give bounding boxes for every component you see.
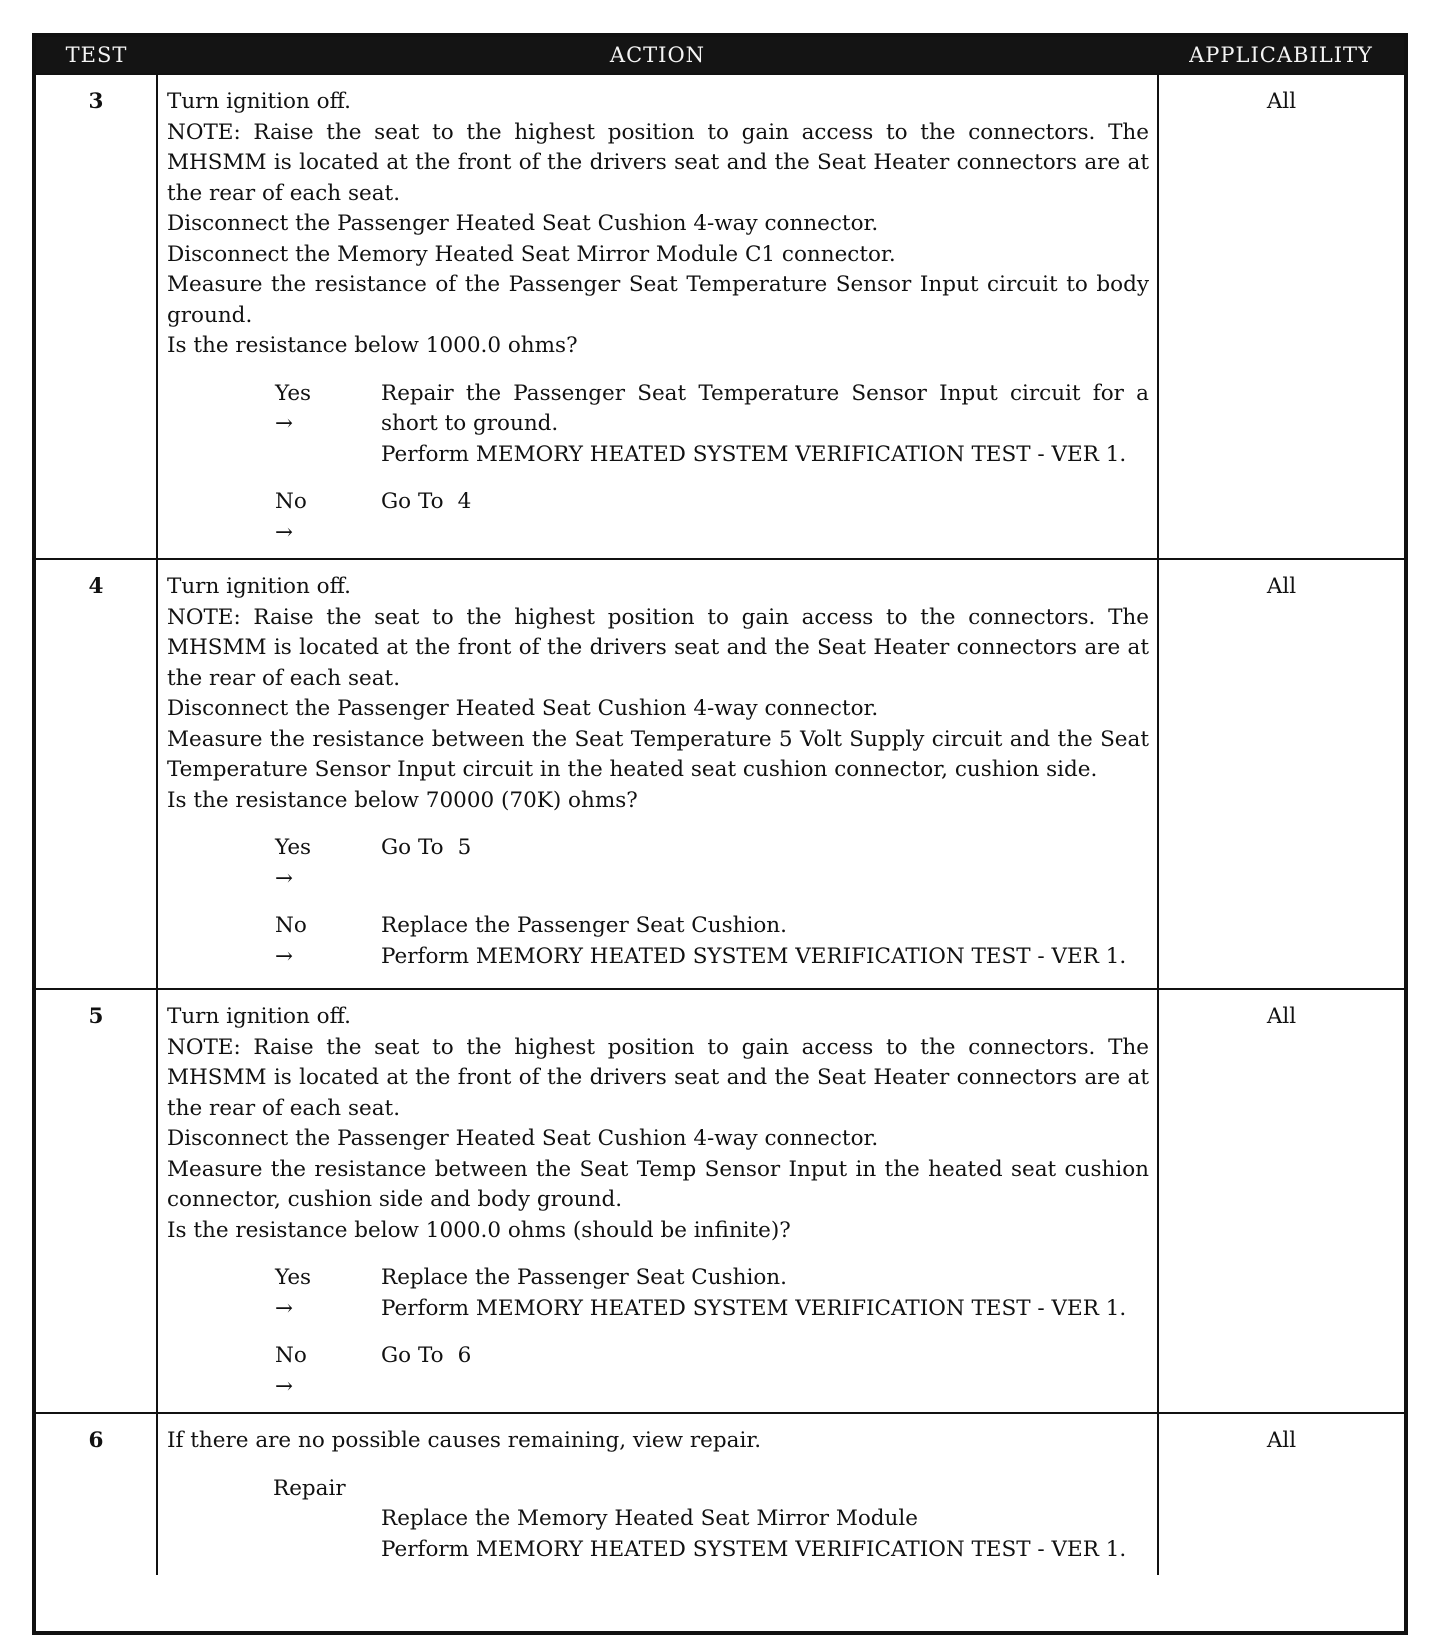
no-branch <box>167 487 1149 548</box>
action-cell <box>157 989 1158 1413</box>
repair-verify: Perform MEMORY HEATED SYSTEM VERIFICATION TEST - VER 1. <box>381 1536 1127 1562</box>
goto-link[interactable]: Go To <box>381 835 444 860</box>
yes-label: Yes <box>275 835 312 860</box>
step-question: Is the resistance below 1000.0 ohms (should be infinite)? <box>167 1217 791 1243</box>
step: Measure the resistance of the Passenger Seat Temperature Sensor Input circuit to body ground. <box>167 272 1149 328</box>
step-question: Is the resistance below 70000 (70K) ohms? <box>167 787 638 813</box>
step: Disconnect the Passenger Heated Seat Cushion 4-way connector. <box>167 1126 879 1151</box>
arrow-right-icon: → <box>275 943 294 969</box>
step-note: NOTE: Raise the seat to the highest position to gain access to the connectors. The MHSMM is located at the front of the drivers seat and the Seat Heater connectors are at the rear of each seat. <box>167 119 1149 206</box>
applicability-cell: All <box>1158 1413 1404 1575</box>
no-result-verify: Perform MEMORY HEATED SYSTEM VERIFICATION TEST - VER 1. <box>381 943 1127 969</box>
no-label: No <box>275 1343 307 1368</box>
no-branch <box>167 1341 1149 1402</box>
yes-branch <box>167 379 1149 471</box>
step-note: NOTE: Raise the seat to the highest position to gain access to the connectors. The MHSMM is located at the front of the drivers seat and the Seat Heater connectors are at the rear of each seat. <box>167 1034 1149 1121</box>
yes-result: Repair the Passenger Seat Temperature Sensor Input circuit for a short to ground. <box>381 380 1149 436</box>
action-cell <box>157 74 1158 559</box>
goto-number[interactable]: 6 <box>457 1343 472 1368</box>
table-header-row <box>36 37 1404 74</box>
table-row-test-6 <box>36 1413 1404 1575</box>
test-table <box>36 37 1404 1575</box>
table-row-test-5 <box>36 989 1404 1413</box>
step: Measure the resistance between the Seat Temp Sensor Input in the heated seat cushion connector, cushion side and body ground. <box>167 1156 1149 1212</box>
step-question: Is the resistance below 1000.0 ohms? <box>167 333 578 358</box>
action-cell <box>157 559 1158 989</box>
yes-result: Replace the Passenger Seat Cushion. <box>381 1265 787 1290</box>
test-number: 4 <box>36 559 157 989</box>
step: Disconnect the Memory Heated Seat Mirror Module C1 connector. <box>167 241 896 267</box>
table-row-test-3 <box>36 74 1404 559</box>
arrow-right-icon: → <box>275 411 294 436</box>
arrow-right-icon: → <box>275 1373 294 1399</box>
no-result: Replace the Passenger Seat Cushion. <box>381 913 787 938</box>
step-note: NOTE: Raise the seat to the highest position to gain access to the connectors. The MHSMM is located at the front of the drivers seat and the Seat Heater connectors are at the rear of each seat. <box>167 604 1149 691</box>
arrow-right-icon: → <box>275 519 294 545</box>
diagnostic-test-table <box>32 33 1408 1635</box>
applicability-cell: All <box>1158 559 1404 989</box>
goto-number[interactable]: 4 <box>457 489 472 514</box>
test-number: 5 <box>36 989 157 1413</box>
repair-label: Repair <box>273 1475 346 1501</box>
arrow-right-icon: → <box>275 865 294 891</box>
yes-label: Yes <box>275 1265 312 1290</box>
test-number: 3 <box>36 74 157 559</box>
applicability-cell: All <box>1158 989 1404 1413</box>
header-applicability: APPLICABILITY <box>1158 37 1404 74</box>
no-label: No <box>275 913 307 938</box>
test-number: 6 <box>36 1413 157 1575</box>
step: Disconnect the Passenger Heated Seat Cushion 4-way connector. <box>167 696 879 721</box>
yes-branch <box>167 833 1149 894</box>
no-label: No <box>275 489 307 514</box>
step: If there are no possible causes remaining, view repair. <box>167 1428 762 1453</box>
header-test: TEST <box>36 37 157 74</box>
step: Turn ignition off. <box>167 574 351 599</box>
yes-result-verify: Perform MEMORY HEATED SYSTEM VERIFICATION TEST - VER 1. <box>381 441 1127 467</box>
step: Disconnect the Passenger Heated Seat Cushion 4-way connector. <box>167 211 879 236</box>
goto-number[interactable]: 5 <box>457 835 472 860</box>
table-row-test-4 <box>36 559 1404 989</box>
yes-branch <box>167 1263 1149 1324</box>
no-branch <box>167 911 1149 972</box>
yes-label: Yes <box>275 380 312 406</box>
goto-link[interactable]: Go To <box>381 489 444 514</box>
repair-step: Replace the Memory Heated Seat Mirror Module <box>381 1506 919 1531</box>
header-action: ACTION <box>157 37 1158 74</box>
goto-link[interactable]: Go To <box>381 1343 444 1368</box>
step: Turn ignition off. <box>167 1004 351 1029</box>
arrow-right-icon: → <box>275 1295 294 1321</box>
yes-result-verify: Perform MEMORY HEATED SYSTEM VERIFICATION TEST - VER 1. <box>381 1295 1127 1321</box>
repair-body <box>167 1504 1149 1565</box>
step: Turn ignition off. <box>167 89 351 114</box>
step: Measure the resistance between the Seat Temperature 5 Volt Supply circuit and the Seat Temperature Sensor Input circuit in the heated seat cushion connector, cushion side. <box>167 726 1149 782</box>
applicability-cell: All <box>1158 74 1404 559</box>
action-cell <box>157 1413 1158 1575</box>
